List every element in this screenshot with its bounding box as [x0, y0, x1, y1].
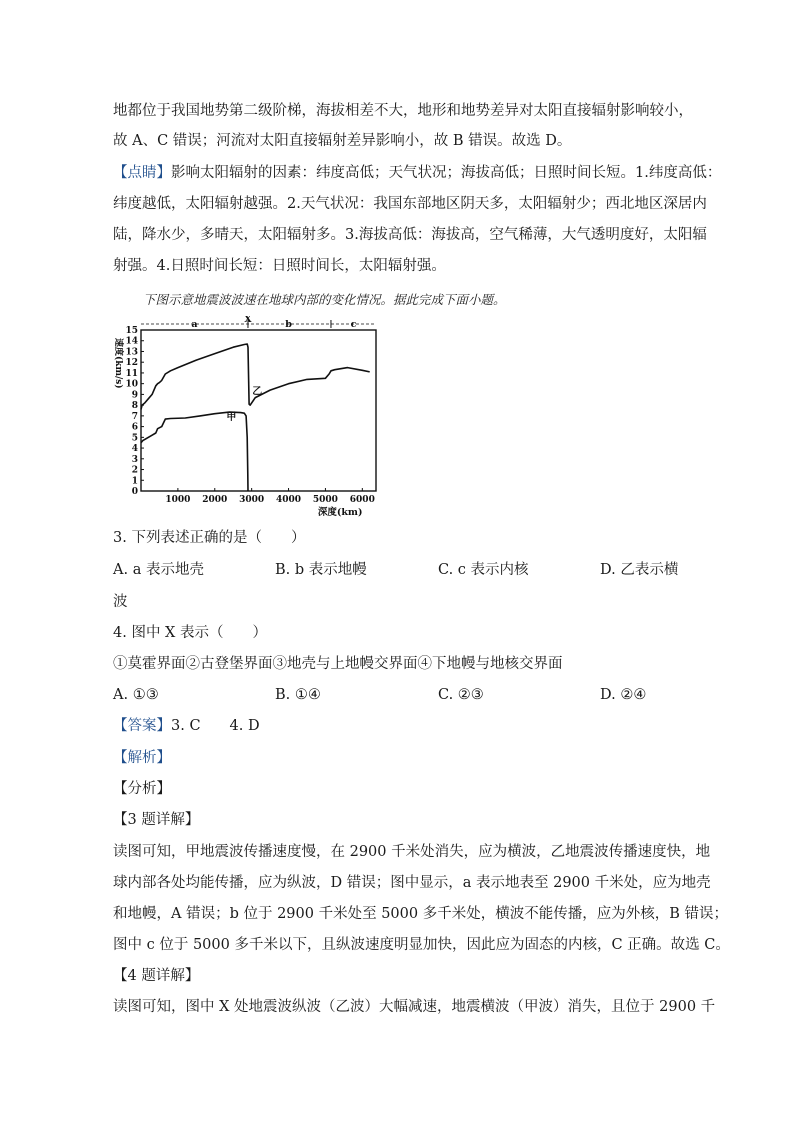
- text-line: 纬度越低，太阳辐射越强。2.天气状况：我国东部地区阴天多，太阳辐射少；西北地区深居内: [113, 196, 707, 212]
- x-tick-label: 5000: [312, 495, 338, 505]
- y-tick-label: 8: [131, 401, 138, 412]
- answer-tag: 【答案】: [113, 718, 171, 734]
- y-tick-label: 4: [131, 444, 138, 455]
- x-tick-label: 1000: [165, 495, 191, 505]
- plot-frame: [141, 330, 376, 491]
- text-line: 球内部各处均能传播，应为纵波，D 错误；图中显示，a 表示地表至 2900 千米处，应为地壳: [113, 875, 711, 891]
- answer-line: [113, 716, 260, 736]
- option-d: D. 乙表示横: [600, 562, 679, 578]
- text-line: 读图可知，甲地震波传播速度慢，在 2900 千米处消失，应为横波，乙地震波传播速度快，地: [113, 844, 711, 860]
- y-tick-label: 3: [131, 454, 138, 465]
- y-tick-label: 15: [125, 326, 138, 336]
- x-tick-label: 4000: [276, 495, 302, 505]
- option-d: D. ②④: [600, 687, 647, 703]
- figure-caption: 下图示意地震波波速在地球内部的变化情况。据此完成下面小题。: [143, 292, 506, 307]
- option-b: B. ①④: [275, 687, 321, 703]
- y-tick-label: 1: [131, 476, 138, 487]
- text-line: [113, 163, 721, 183]
- text-line: 地都位于我国地势第二级阶梯，海拔相差不大，地形和地势差异对太阳直接辐射影响较小，: [113, 103, 693, 119]
- region-label: X: [244, 316, 252, 325]
- y-axis-label: 速度(km/s): [113, 338, 123, 389]
- answer-text: 3. C 4. D: [171, 718, 260, 734]
- text-line: 故 A、C 错误；河流对太阳直接辐射差异影响小，故 B 错误。故选 D。: [113, 133, 572, 149]
- section-heading: 【分析】: [113, 781, 171, 797]
- option-c: C. ②③: [438, 687, 484, 703]
- y-tick-label: 2: [131, 465, 138, 476]
- y-tick-label: 6: [131, 422, 138, 433]
- series-line-乙: [141, 344, 370, 409]
- region-label: c: [350, 319, 357, 330]
- x-tick-label: 6000: [349, 495, 375, 505]
- section-tag: 【点睛】: [113, 165, 171, 181]
- text-line: 读图可知，图中 X 处地震波纵波（乙波）大幅减速，地震横波（甲波）消失，且位于 2900 千: [113, 999, 716, 1015]
- text-line: 和地幔，A 错误；b 位于 2900 千米处至 5000 多千米处，横波不能传播，应为外核，B 错误；: [113, 906, 728, 922]
- text-line: 射强。4.日照时间长短：日照时间长，太阳辐射强。: [113, 258, 446, 274]
- text-line: 陆，降水少，多晴天，太阳辐射多。3.海拔高低：海拔高，空气稀薄，大气透明度好，太阳辐: [113, 227, 707, 243]
- y-tick-label: 10: [125, 379, 138, 390]
- text-span: 影响太阳辐射的因素：纬度高低；天气状况；海拔高低；日照时间长短。1.纬度高低：: [171, 165, 722, 181]
- region-label: a: [191, 319, 198, 330]
- y-tick-label: 14: [125, 336, 138, 347]
- seismic-wave-chart: [108, 316, 398, 520]
- series-label: 乙: [252, 386, 263, 398]
- y-tick-label: 9: [131, 390, 138, 401]
- y-tick-label: 5: [131, 433, 138, 444]
- text-line: 图中 c 位于 5000 多千米以下，且纵波速度明显加快，因此应为固态的内核，C 正确。故选 C。: [113, 937, 730, 953]
- option-c: C. c 表示内核: [438, 562, 529, 578]
- question-stem: 3. 下列表述正确的是（ ）: [113, 530, 306, 546]
- y-tick-label: 7: [131, 411, 138, 422]
- region-label: b: [285, 319, 292, 330]
- y-tick-label: 13: [125, 347, 138, 358]
- question-stem: 4. 图中 X 表示（ ）: [113, 625, 267, 641]
- x-tick-label: 2000: [202, 495, 228, 505]
- analysis-tag: 【解析】: [113, 750, 171, 766]
- option-a: A. ①③: [113, 687, 159, 703]
- option-b: B. b 表示地幔: [275, 562, 367, 578]
- series-label: 甲: [226, 412, 237, 424]
- option-d-continued: 波: [113, 594, 128, 610]
- y-tick-label: 12: [125, 358, 138, 369]
- section-heading: 【3 题详解】: [113, 812, 200, 828]
- question-items: ①莫霍界面②古登堡界面③地壳与上地幔交界面④下地幔与地核交界面: [113, 656, 563, 672]
- x-axis-label: 深度(km): [317, 507, 363, 518]
- y-tick-label: 11: [125, 368, 138, 379]
- option-a: A. a 表示地壳: [113, 562, 204, 578]
- series-line-甲: [141, 412, 248, 491]
- x-tick-label: 3000: [239, 495, 265, 505]
- y-tick-label: 0: [131, 487, 138, 497]
- section-heading: 【4 题详解】: [113, 968, 200, 984]
